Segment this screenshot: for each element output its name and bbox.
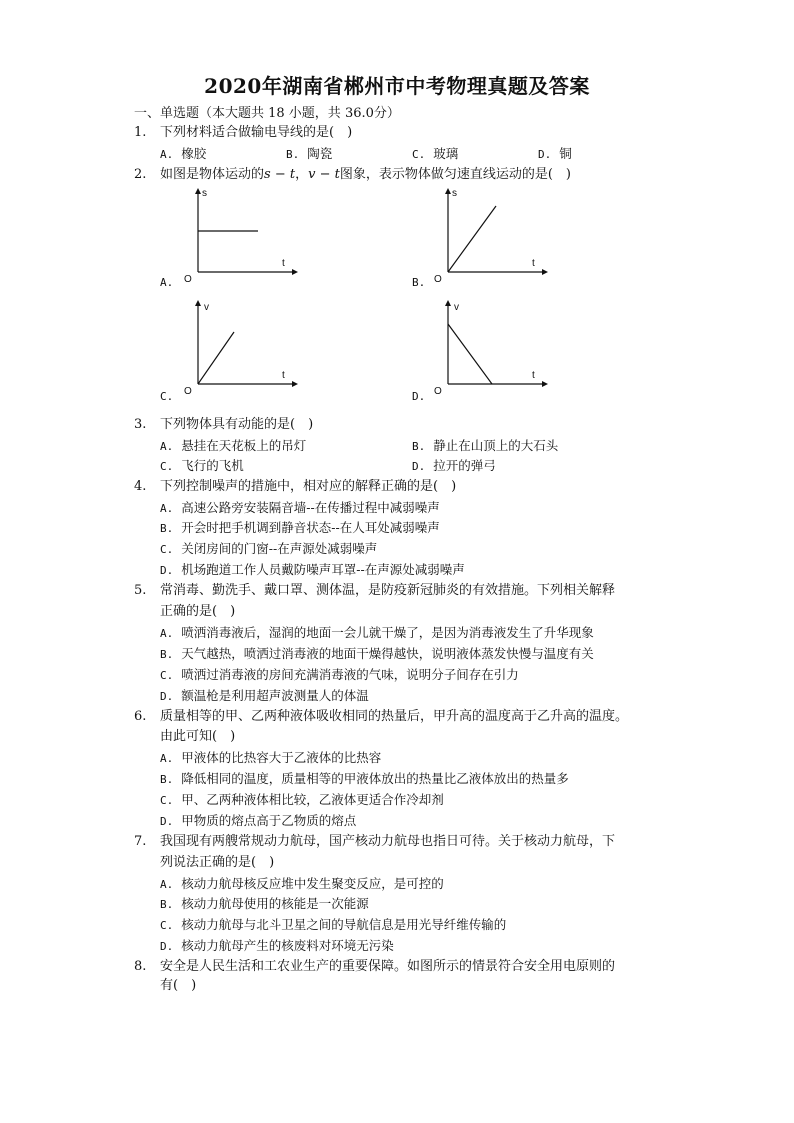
graph-a	[180, 186, 300, 286]
graph-c	[180, 298, 300, 398]
graph-b-label: B.	[412, 276, 426, 289]
graph-c-label: C.	[160, 390, 174, 403]
q7-option-d: D. 核动力航母产生的核废料对环境无污染	[160, 938, 394, 953]
graph-a-origin: O	[184, 274, 192, 282]
graph-b-axis-s: s	[452, 188, 457, 199]
page-title: 2020年湖南省郴州市中考物理真题及答案	[204, 74, 590, 98]
q4-option-b: B. 开会时把手机调到静音状态--在人耳处减弱噪声	[160, 520, 440, 535]
q6-option-a: A. 甲液体的比热容大于乙液体的比热容	[160, 750, 382, 765]
q3-option-a: A. 悬挂在天花板上的吊灯	[160, 438, 307, 453]
q5-option-b: B. 天气越热，喷洒过消毒液的地面干燥得越快，说明液体蒸发快慢与温度有关	[160, 646, 594, 661]
q1-option-b: B. 陶瓷	[286, 146, 333, 161]
graph-d-origin: O	[434, 386, 442, 394]
q1-number: 1.	[134, 125, 147, 140]
q8-text-line1: 安全是人民生活和工农业生产的重要保障。如图所示的情景符合安全用电原则的	[160, 959, 616, 974]
graph-a-label: A.	[160, 276, 174, 289]
q7-option-c: C. 核动力航母与北斗卫星之间的导航信息是用光导纤维传输的	[160, 917, 507, 932]
q4-number: 4.	[134, 479, 147, 494]
q3-number: 3.	[134, 417, 147, 432]
q1-text: 下列材料适合做输电导线的是( )	[160, 125, 353, 140]
graph-b	[430, 186, 550, 286]
q5-option-d: D. 额温枪是利用超声波测量人的体温	[160, 688, 369, 703]
graph-d-label: D.	[412, 390, 426, 403]
q3-option-c: C. 飞行的飞机	[160, 458, 244, 473]
q7-text-line1: 我国现有两艘常规动力航母，国产核动力航母也指日可待。关于核动力航母，下	[160, 834, 616, 849]
q8-text-line2: 有( )	[160, 978, 197, 993]
q3-text: 下列物体具有动能的是( )	[160, 417, 314, 432]
q6-option-c: C. 甲、乙两种液体相比较，乙液体更适合作冷却剂	[160, 792, 444, 807]
graph-d-axis-t: t	[532, 370, 535, 381]
q6-option-b: B. 降低相同的温度，质量相等的甲液体放出的热量比乙液体放出的热量多	[160, 771, 569, 786]
q7-option-a: A. 核动力航母核反应堆中发生聚变反应，是可控的	[160, 876, 444, 891]
q8-number: 8.	[134, 959, 147, 974]
q4-text: 下列控制噪声的措施中，相对应的解释正确的是( )	[160, 479, 457, 494]
graph-c-axis-t: t	[282, 370, 285, 381]
q5-text-line1: 常消毒、勤洗手、戴口罩、测体温，是防疫新冠肺炎的有效措施。下列相关解释	[160, 583, 616, 598]
q6-option-d: D. 甲物质的熔点高于乙物质的熔点	[160, 813, 357, 828]
graph-c-axis-v: v	[204, 302, 209, 313]
graph-a-axis-s: s	[202, 188, 207, 199]
q5-option-a: A. 喷洒消毒液后，湿润的地面一会儿就干燥了，是因为消毒液发生了升华现象	[160, 625, 594, 640]
q3-option-b: B. 静止在山顶上的大石头	[412, 438, 559, 453]
graph-d	[430, 298, 550, 398]
q1-option-a: A. 橡胶	[160, 146, 207, 161]
q4-option-d: D. 机场跑道工作人员戴防噪声耳罩--在声源处减弱噪声	[160, 562, 465, 577]
q7-text-line2: 列说法正确的是( )	[160, 855, 275, 870]
q6-text-line2: 由此可知( )	[160, 729, 236, 744]
q3-option-d: D. 拉开的弹弓	[412, 458, 496, 473]
q5-option-c: C. 喷洒过消毒液的房间充满消毒液的气味，说明分子间存在引力	[160, 667, 519, 682]
q7-option-b: B. 核动力航母使用的核能是一次能源	[160, 896, 369, 911]
q5-text-line2: 正确的是( )	[160, 604, 236, 619]
q1-option-d: D. 铜	[538, 146, 572, 161]
graph-b-axis-t: t	[532, 258, 535, 269]
graph-b-line	[448, 206, 496, 272]
graph-d-line	[448, 324, 492, 384]
q5-number: 5.	[134, 583, 147, 598]
q2-number: 2.	[134, 167, 147, 182]
graph-d-axis-v: v	[454, 302, 459, 313]
q2-text: 如图是物体运动的s − t，v − t图象，表示物体做匀速直线运动的是( )	[160, 167, 571, 182]
graph-b-origin: O	[434, 274, 442, 282]
q6-text-line1: 质量相等的甲、乙两种液体吸收相同的热量后，甲升高的温度高于乙升高的温度。	[160, 709, 629, 724]
graph-c-origin: O	[184, 386, 192, 394]
q4-option-a: A. 高速公路旁安装隔音墙--在传播过程中减弱噪声	[160, 500, 440, 515]
q7-number: 7.	[134, 834, 147, 849]
graph-c-line	[198, 332, 234, 384]
q1-option-c: C. 玻璃	[412, 146, 459, 161]
section-heading: 一、单选题（本大题共 18 小题，共 36.0分）	[134, 106, 400, 121]
q6-number: 6.	[134, 709, 147, 724]
graph-a-axis-t: t	[282, 258, 285, 269]
q4-option-c: C. 关闭房间的门窗--在声源处减弱噪声	[160, 541, 378, 556]
